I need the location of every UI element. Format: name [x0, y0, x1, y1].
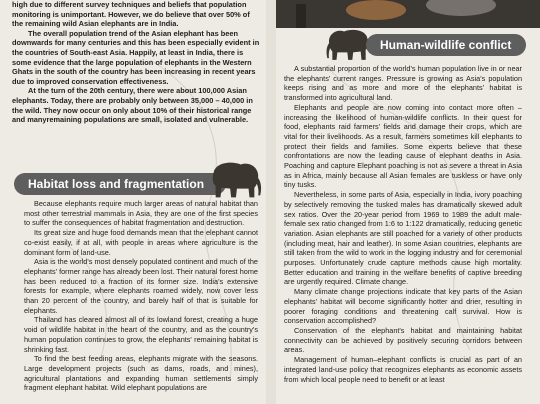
- elephant-silhouette-icon: [206, 158, 264, 200]
- left-column: [0, 0, 266, 404]
- photo-strip: [276, 0, 540, 28]
- column-divider: [266, 0, 276, 404]
- conflict-paragraph-5: Conservation of the elephant's habitat and maintaining habitat connectivity can be achieved by positively securing corridors between areas.: [284, 325, 522, 355]
- section-heading-habitat-loss: Habitat loss and fragmentation: [14, 173, 226, 195]
- left-intro-text: [12, 0, 262, 125]
- conflict-paragraph-2: Elephants and people are now coming into contact more often – increasing the likelihood of human-wildlife conflicts. In their quest for food, elephants raid farmers' fields and damage their crops, which are vital for their livelihoods. As a result, farmers sometimes kill elephants to protect their fields and families. Some experts believe that these confrontations are now the leading cause of elephant deaths in Asia. Poaching and capture Elephant poaching is not as severe a threat in Asia as in Africa, mainly because all Asian females are tuskless or have only tiny tusks.: [284, 102, 522, 190]
- human-wildlife-conflict-text: [284, 64, 522, 384]
- conflict-paragraph-3: Nevertheless, in some parts of Asia, especially in India, ivory poaching by selectively removing the tusked males has dramatically skewed adult sex ratios. Over the 20-year period from 1969 to 1989 the adult male-female sex ratio changed from 1:6 to 1:122 dramatically, reducing genetic variation. Asian elephants are still poached for a variety of other products (including meat, hair and leather). In some Asian countries, elephants are still taken from the wild to work in the logging industry and for ceremonial purposes. Unfortunately crude capture methods cause high mortality. Better education and training in the welfare benefits of captive breeding are urgently required. Climate change.: [284, 190, 522, 287]
- right-column: [276, 0, 540, 404]
- habitat-paragraph-1: Because elephants require much larger areas of natural habitat than most other terrestrial mammals in Asia, they are one of the first species to suffer the consequences of habitat fragmentation and destruction.: [24, 199, 258, 228]
- conflict-paragraph-1: A substantial proportion of the world's human population live in or near the elephants' current ranges. Pressure is growing as Asia's population keeps rising and as more and more of the elephants' habitat is transformed into agricultural land.: [284, 64, 522, 103]
- habitat-paragraph-5: To find the best feeding areas, elephants migrate with the seasons. Large development projects (such as dams, roads, and mines), agricultural plantations and expanding human settlements simply fragment elephant habitat. Wild elephant populations are: [24, 354, 258, 393]
- left-intro-paragraph-3: At the turn of the 20th century, there were about 100,000 Asian elephants. Today, there are probably only between 35,000 – 40,000 in the wild. They now occur on only about 10% of their historical range and manyremaining populations are small, isolated and vulnerable.: [12, 86, 253, 125]
- conflict-paragraph-6: Management of human–elephant conflicts is crucial as part of an integrated land-use policy that recognizes elephants as economic assets from which local people need to benefit or at least: [284, 355, 522, 384]
- habitat-paragraph-4: Thailand has cleared almost all of its lowland forest, creating a huge void of wildlife habitat in the heart of the country, and as the country's human population continues to grow, the elephants' remaining habitat is shrinking fast.: [24, 315, 258, 354]
- conflict-paragraph-4: Many climate change projections indicate that key parts of the Asian elephants' habitat will become significantly hotter and drier, resulting in poorer foraging conditions and threatening calf survival. How is conservation accomplished?: [284, 287, 522, 326]
- habitat-loss-text: [24, 199, 258, 393]
- habitat-paragraph-2: Its great size and huge food demands mean that the elephant cannot co-exist easily, if at all, with people in areas where agriculture is the dominant form of land-use.: [24, 228, 258, 257]
- left-intro-paragraph-1: high due to different survey techniques and beliefs that population monitoring is unimportant. However, we do believe that over 50% of the remaining wild Asian elephants are in India.: [12, 0, 250, 29]
- left-intro-paragraph-2: The overall population trend of the Asian elephant has been downwards for many centuries and this has been especially evident in the countries of South-east Asia. Happily, at least in India, there is some evidence that the large population of elephants in the Western Ghats in the south of the country has been increasing in recent years due to improved conservation effectiveness.: [12, 28, 260, 86]
- habitat-paragraph-3: Asia is the world's most densely populated continent and much of the elephants' former range has already been lost. Their natural forest home has been reduced to a fraction of its former size. India's extensive forests for example, where elephants roamed widely, now cover less than 20 percent of the country, and barely half of that is suitable for elephants.: [24, 257, 258, 315]
- section-heading-human-wildlife-conflict: Human-wildlife conflict: [366, 34, 526, 56]
